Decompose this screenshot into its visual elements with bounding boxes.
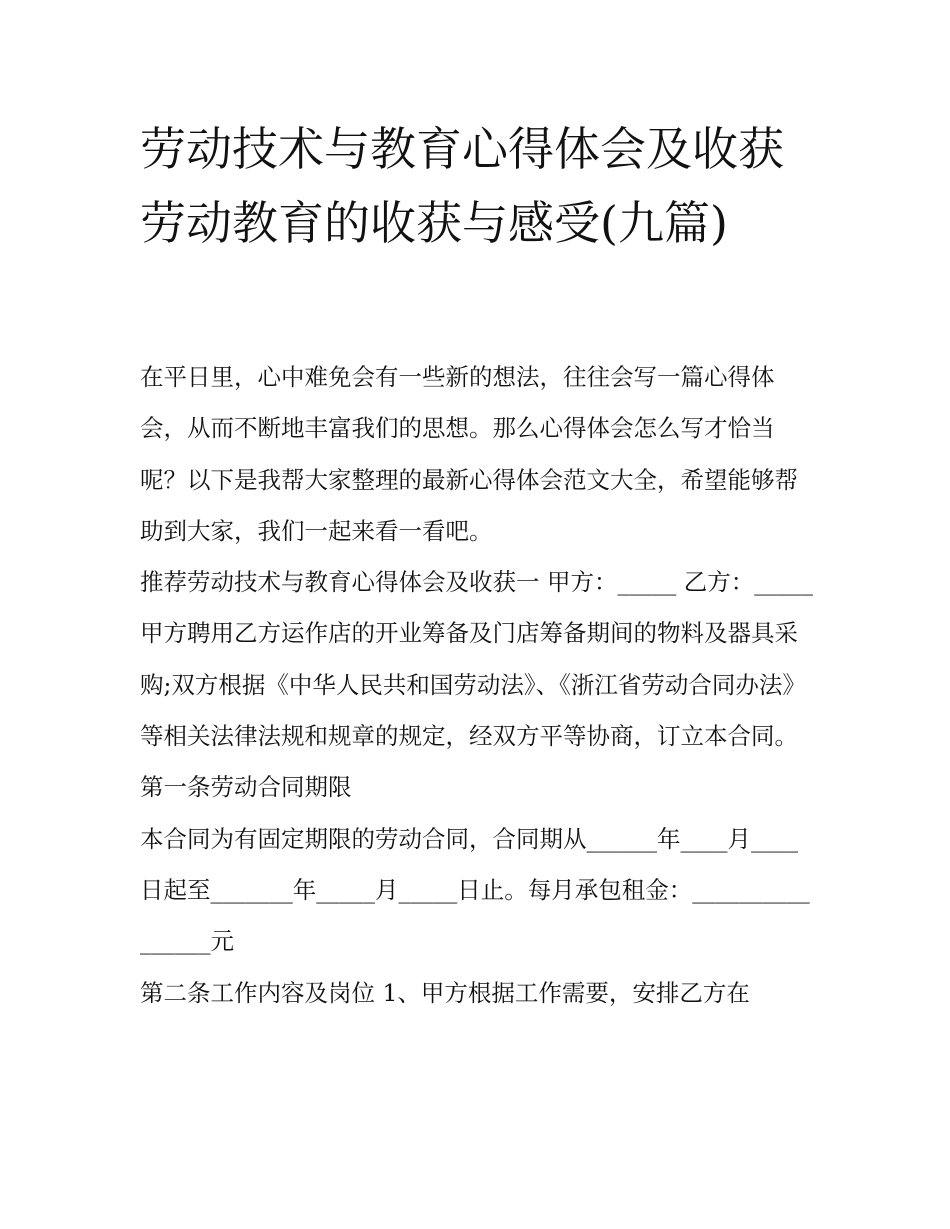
document-body bbox=[140, 352, 820, 1019]
paragraph-job-content: 第二条工作内容及岗位 1、甲方根据工作需要，安排乙方在 bbox=[140, 978, 750, 1007]
section-heading-contract-term: 第一条劳动合同期限 bbox=[140, 773, 352, 802]
paragraph-employment-scope: 甲方聘用乙方运作店的开业筹备及门店筹备期间的物料及器具采购;双方根据《中华人民共和国劳动法》、《浙江省劳动合同办法》等相关法律法规和规章的规定，经双方平等协商，订立本合同。 bbox=[140, 619, 806, 751]
paragraph-contract-term: 本合同为有固定期限的劳动合同，合同期从______年____月____日起至_______年_____月_____日止。每月承包租金：________________元 bbox=[140, 824, 810, 956]
document-title: 劳动技术与教育心得体会及收获 劳动教育的收获与感受(九篇) bbox=[140, 122, 784, 250]
paragraph-parties: 推荐劳动技术与教育心得体会及收获一 甲方：_____ 乙方：_____ bbox=[140, 568, 813, 597]
paragraph-intro: 在平日里，心中难免会有一些新的想法，往往会写一篇心得体会，从而不断地丰富我们的思想。那么心得体会怎么写才恰当呢？以下是我帮大家整理的最新心得体会范文大全，希望能够帮助到大家，我们一起来看一看吧。 bbox=[140, 363, 798, 545]
